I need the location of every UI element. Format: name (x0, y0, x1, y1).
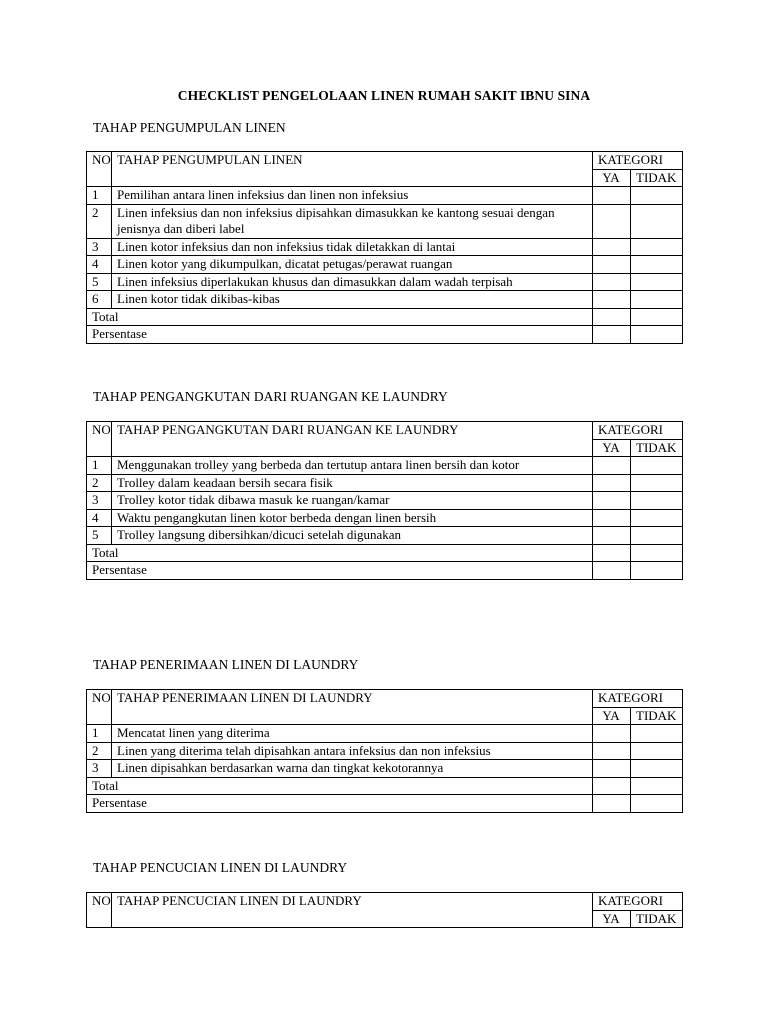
tidak-checkbox-cell[interactable] (631, 291, 683, 309)
total-label: Total (87, 544, 593, 562)
ya-checkbox-cell[interactable] (593, 725, 631, 743)
section-heading-pengumpulan: TAHAP PENGUMPULAN LINEN (93, 120, 286, 135)
header-tidak: TIDAK (631, 439, 683, 457)
persentase-ya-cell[interactable] (593, 795, 631, 813)
header-step: TAHAP PENGANGKUTAN DARI RUANGAN KE LAUNDRY (112, 422, 593, 457)
header-step: TAHAP PENERIMAAN LINEN DI LAUNDRY (112, 690, 593, 725)
section-heading-pengangkutan: TAHAP PENGANGKUTAN DARI RUANGAN KE LAUNDRY (93, 389, 448, 404)
item-text: Linen dipisahkan berdasarkan warna dan tingkat kekotorannya (112, 760, 593, 778)
item-number: 1 (87, 457, 112, 475)
table-row (87, 238, 683, 256)
item-text: Mencatat linen yang diterima (112, 725, 593, 743)
total-ya-cell[interactable] (593, 777, 631, 795)
item-number: 2 (87, 742, 112, 760)
header-kategori: KATEGORI (593, 152, 683, 170)
tidak-checkbox-cell[interactable] (631, 742, 683, 760)
header-kategori: KATEGORI (593, 893, 683, 911)
header-tidak: TIDAK (631, 707, 683, 725)
item-text: Menggunakan trolley yang berbeda dan tertutup antara linen bersih dan kotor (112, 457, 593, 475)
header-no: NO (87, 152, 112, 187)
total-ya-cell[interactable] (593, 308, 631, 326)
persentase-row (87, 562, 683, 580)
item-number: 6 (87, 291, 112, 309)
item-number: 3 (87, 238, 112, 256)
item-text: Trolley langsung dibersihkan/dicuci setelah digunakan (112, 527, 593, 545)
header-kategori: KATEGORI (593, 422, 683, 440)
table-row (87, 457, 683, 475)
item-text: Linen infeksius dan non infeksius dipisahkan dimasukkan ke kantong sesuai dengan jenisnya dan diberi label (112, 204, 593, 238)
header-kategori: KATEGORI (593, 690, 683, 708)
item-text: Trolley dalam keadaan bersih secara fisik (112, 474, 593, 492)
ya-checkbox-cell[interactable] (593, 238, 631, 256)
ya-checkbox-cell[interactable] (593, 760, 631, 778)
tidak-checkbox-cell[interactable] (631, 187, 683, 205)
persentase-row (87, 326, 683, 344)
header-no: NO (87, 893, 112, 928)
table-row (87, 509, 683, 527)
table-row (87, 527, 683, 545)
header-step: TAHAP PENCUCIAN LINEN DI LAUNDRY (112, 893, 593, 928)
item-text: Linen yang diterima telah dipisahkan antara infeksius dan non infeksius (112, 742, 593, 760)
checklist-table-penerimaan (86, 689, 683, 813)
table-row (87, 725, 683, 743)
total-row (87, 544, 683, 562)
total-ya-cell[interactable] (593, 544, 631, 562)
checklist-table-pengangkutan (86, 421, 683, 580)
item-number: 2 (87, 474, 112, 492)
header-no: NO (87, 422, 112, 457)
persentase-label: Persentase (87, 795, 593, 813)
checklist-table-pencucian (86, 892, 683, 928)
tidak-checkbox-cell[interactable] (631, 760, 683, 778)
tidak-checkbox-cell[interactable] (631, 273, 683, 291)
item-number: 5 (87, 527, 112, 545)
persentase-tidak-cell[interactable] (631, 326, 683, 344)
table-row (87, 187, 683, 205)
total-row (87, 777, 683, 795)
total-label: Total (87, 777, 593, 795)
table-row (87, 273, 683, 291)
table-row (87, 204, 683, 238)
item-text: Linen kotor yang dikumpulkan, dicatat petugas/perawat ruangan (112, 256, 593, 274)
item-text: Pemilihan antara linen infeksius dan linen non infeksius (112, 187, 593, 205)
tidak-checkbox-cell[interactable] (631, 725, 683, 743)
tidak-checkbox-cell[interactable] (631, 457, 683, 475)
persentase-label: Persentase (87, 326, 593, 344)
table-row (87, 256, 683, 274)
ya-checkbox-cell[interactable] (593, 457, 631, 475)
header-no: NO (87, 690, 112, 725)
header-ya: YA (593, 707, 631, 725)
table-header-row (87, 152, 683, 170)
header-ya: YA (593, 439, 631, 457)
header-ya: YA (593, 910, 631, 928)
tidak-checkbox-cell[interactable] (631, 492, 683, 510)
total-tidak-cell[interactable] (631, 544, 683, 562)
table-header-row (87, 422, 683, 440)
item-number: 3 (87, 760, 112, 778)
persentase-ya-cell[interactable] (593, 326, 631, 344)
table-row (87, 742, 683, 760)
ya-checkbox-cell[interactable] (593, 527, 631, 545)
item-number: 2 (87, 204, 112, 238)
checklist-table-pengumpulan (86, 151, 683, 344)
header-tidak: TIDAK (631, 910, 683, 928)
persentase-tidak-cell[interactable] (631, 795, 683, 813)
ya-checkbox-cell[interactable] (593, 742, 631, 760)
document-title: CHECKLIST PENGELOLAAN LINEN RUMAH SAKIT IBNU SINA (177, 88, 591, 103)
ya-checkbox-cell[interactable] (593, 187, 631, 205)
ya-checkbox-cell[interactable] (593, 509, 631, 527)
item-number: 5 (87, 273, 112, 291)
total-tidak-cell[interactable] (631, 308, 683, 326)
table-row (87, 291, 683, 309)
table-row (87, 760, 683, 778)
item-text: Linen kotor tidak dikibas-kibas (112, 291, 593, 309)
item-number: 1 (87, 187, 112, 205)
item-number: 4 (87, 509, 112, 527)
ya-checkbox-cell[interactable] (593, 492, 631, 510)
tidak-checkbox-cell[interactable] (631, 474, 683, 492)
section-heading-pencucian: TAHAP PENCUCIAN LINEN DI LAUNDRY (93, 860, 348, 875)
total-label: Total (87, 308, 593, 326)
persentase-ya-cell[interactable] (593, 562, 631, 580)
ya-checkbox-cell[interactable] (593, 474, 631, 492)
persentase-tidak-cell[interactable] (631, 562, 683, 580)
header-tidak: TIDAK (631, 169, 683, 187)
section-heading-penerimaan: TAHAP PENERIMAAN LINEN DI LAUNDRY (93, 657, 359, 672)
table-row (87, 492, 683, 510)
ya-checkbox-cell[interactable] (593, 273, 631, 291)
ya-checkbox-cell[interactable] (593, 291, 631, 309)
table-row (87, 474, 683, 492)
item-text: Trolley kotor tidak dibawa masuk ke ruangan/kamar (112, 492, 593, 510)
item-number: 1 (87, 725, 112, 743)
persentase-row (87, 795, 683, 813)
table-header-row (87, 690, 683, 708)
tidak-checkbox-cell[interactable] (631, 204, 683, 238)
header-step: TAHAP PENGUMPULAN LINEN (112, 152, 593, 187)
item-text: Linen infeksius diperlakukan khusus dan dimasukkan dalam wadah terpisah (112, 273, 593, 291)
tidak-checkbox-cell[interactable] (631, 509, 683, 527)
tidak-checkbox-cell[interactable] (631, 527, 683, 545)
ya-checkbox-cell[interactable] (593, 256, 631, 274)
table-header-row (87, 893, 683, 911)
item-number: 4 (87, 256, 112, 274)
ya-checkbox-cell[interactable] (593, 204, 631, 238)
total-tidak-cell[interactable] (631, 777, 683, 795)
header-ya: YA (593, 169, 631, 187)
item-text: Linen kotor infeksius dan non infeksius tidak diletakkan di lantai (112, 238, 593, 256)
persentase-label: Persentase (87, 562, 593, 580)
tidak-checkbox-cell[interactable] (631, 256, 683, 274)
total-row (87, 308, 683, 326)
tidak-checkbox-cell[interactable] (631, 238, 683, 256)
item-text: Waktu pengangkutan linen kotor berbeda dengan linen bersih (112, 509, 593, 527)
item-number: 3 (87, 492, 112, 510)
